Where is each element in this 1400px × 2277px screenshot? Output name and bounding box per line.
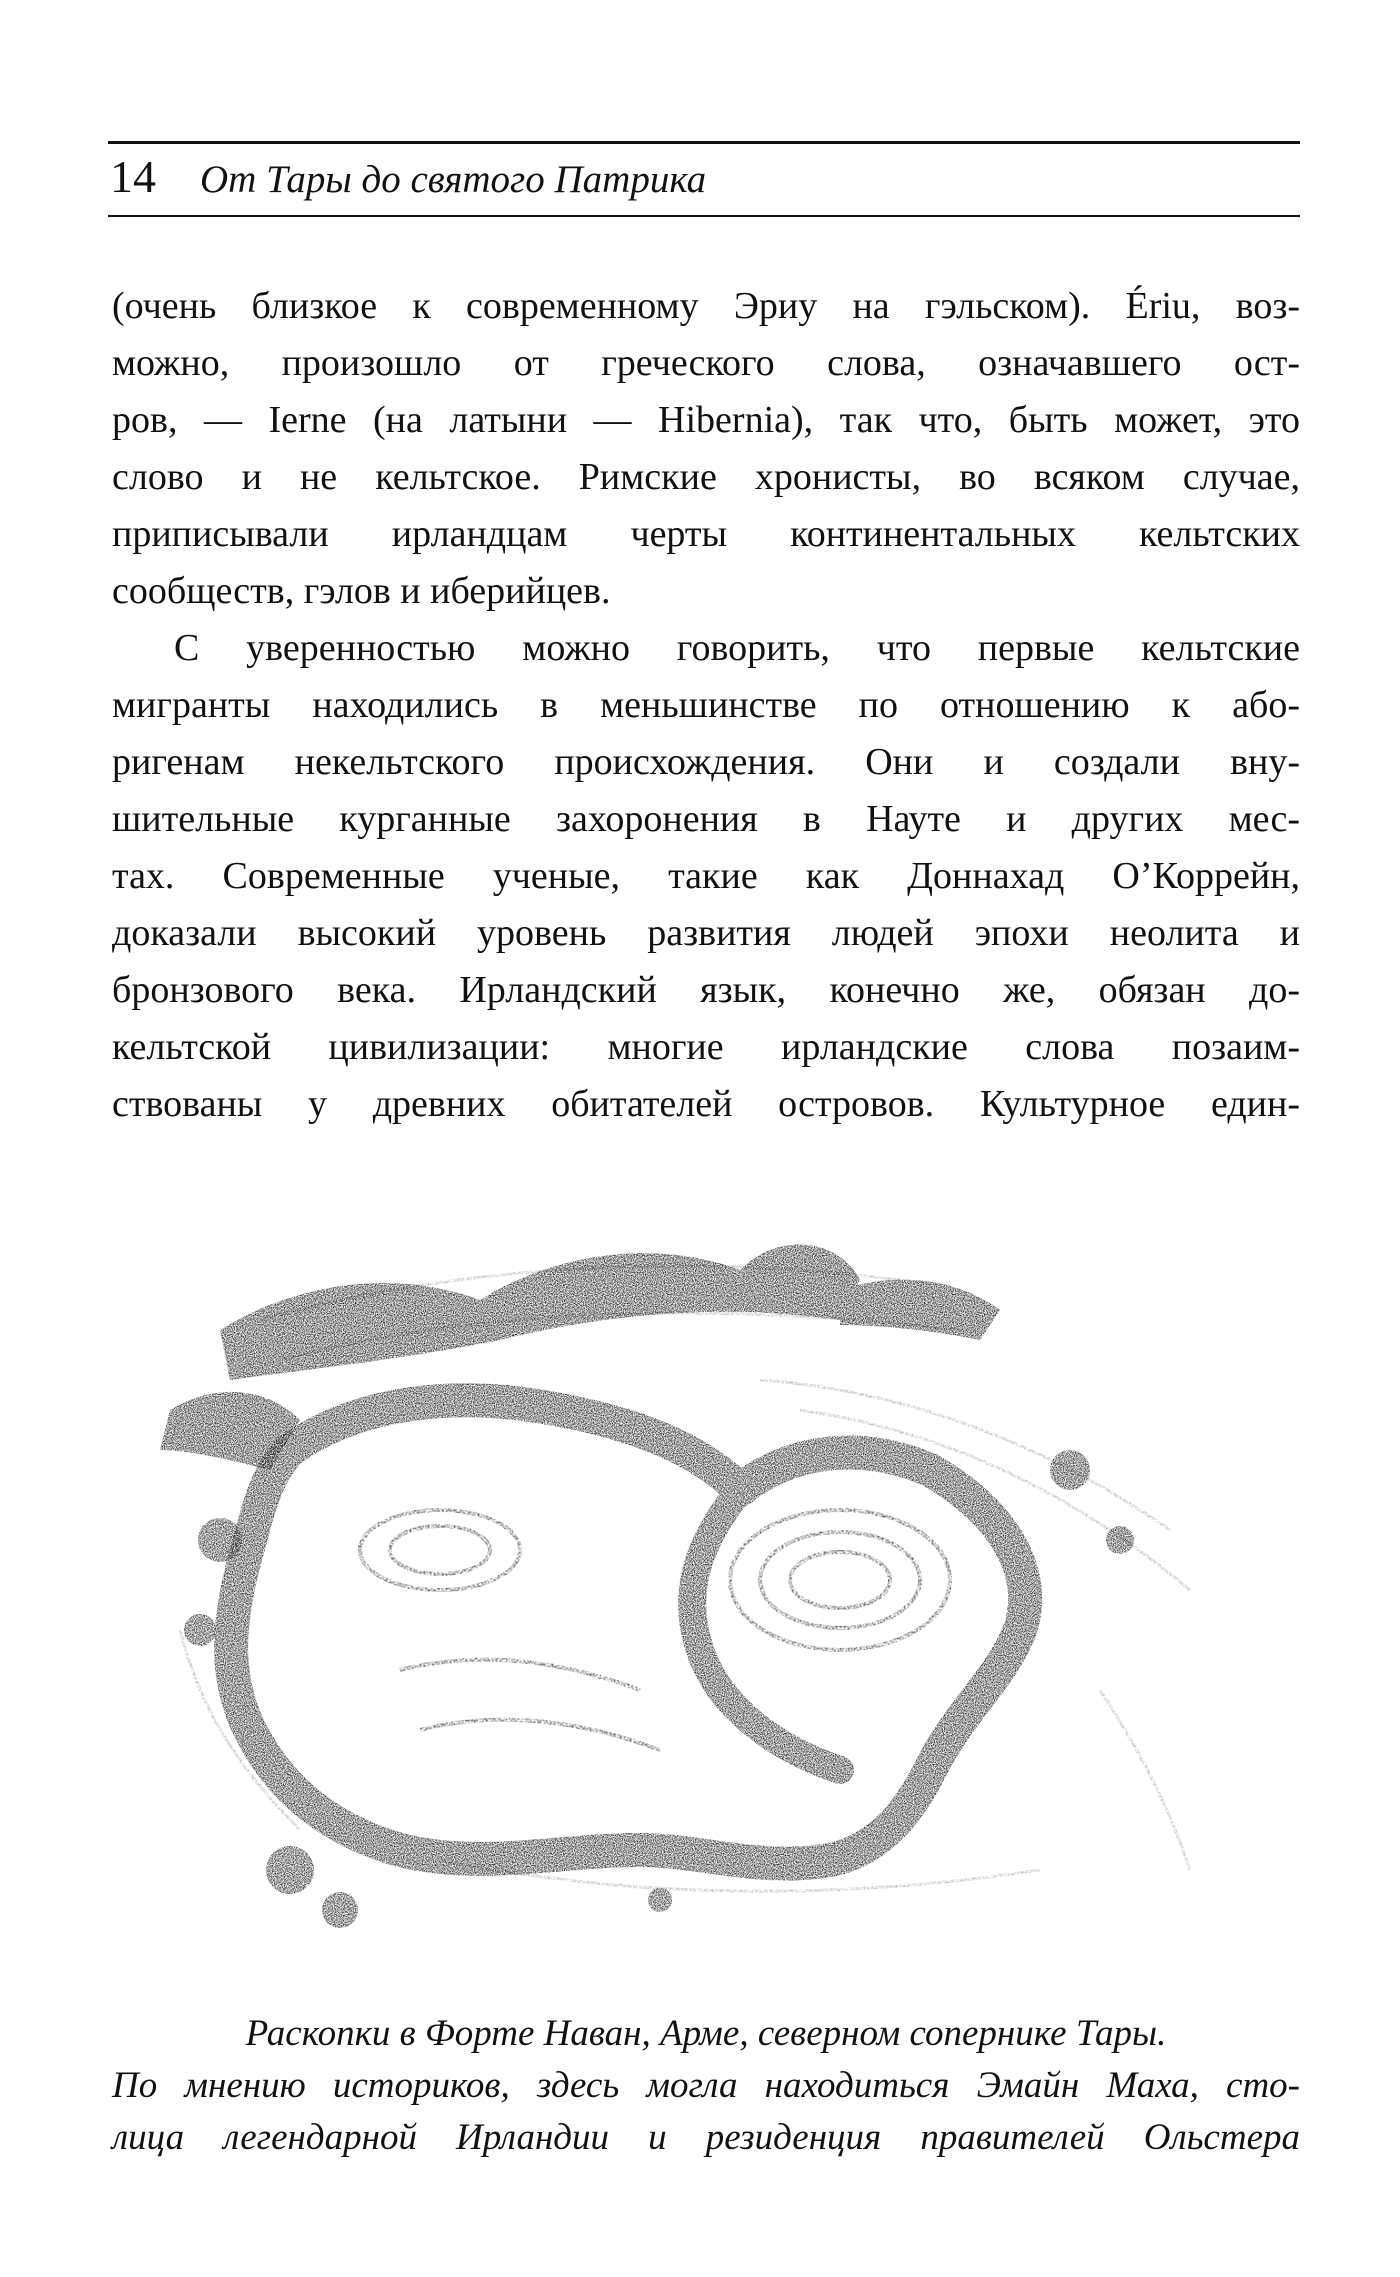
excavation-mounds (360, 1510, 950, 1750)
body-line: кельтской цивилизации: многие ирландские слова позаим- (112, 1026, 1300, 1068)
body-line: доказали высокий уровень развития людей эпохи неолита и (112, 912, 1300, 954)
caption-line: лица легендарной Ирландии и резиденция правителей Ольстера (112, 2117, 1300, 2158)
running-header (110, 150, 706, 208)
caption-line: Раскопки в Форте Наван, Арме, северном сопернике Тары. (245, 2013, 1167, 2054)
body-line: сообществ, гэлов и иберийцев. (112, 570, 611, 612)
body-line: можно, произошло от греческого слова, означавшего ост- (112, 342, 1300, 384)
body-line: (очень близкое к современному Эриу на гэльском). Ériu, воз- (112, 285, 1300, 327)
body-line: ров, — Ierne (на латыни — Hibernia), так что, быть может, это (112, 399, 1300, 441)
header-top-rule (108, 141, 1300, 144)
enclosure-bank (231, 1400, 1025, 1863)
body-line: ригенам некельтского происхождения. Они и создали вну- (112, 741, 1300, 783)
body-line: приписывали ирландцам черты континентальных кельтских (112, 513, 1300, 555)
running-title: От Тары до святого Патрика (200, 158, 707, 201)
body-line: ствованы у древних обитателей островов. Культурное един- (112, 1083, 1300, 1125)
body-text (112, 278, 1300, 1133)
header-bottom-rule (108, 215, 1300, 217)
body-line: мигранты находились в меньшинстве по отношению к або- (112, 684, 1300, 726)
body-line: С уверенностью можно говорить, что первые кельтские (174, 627, 1300, 669)
body-line: тах. Современные ученые, такие как Доннахад О’Коррейн, (112, 855, 1300, 897)
caption-line: По мнению историков, здесь могла находиться Эмайн Маха, сто- (112, 2065, 1300, 2106)
navan-fort-illustration (140, 1210, 1260, 1940)
page-number: 14 (110, 151, 156, 202)
body-line: бронзового века. Ирландский язык, конечно же, обязан до- (112, 969, 1300, 1011)
navan-fort-drawing (140, 1210, 1260, 1940)
body-line: слово и не кельтское. Римские хронисты, во всяком случае, (112, 456, 1300, 498)
figure-caption (112, 2008, 1300, 2164)
body-line: шительные курганные захоронения в Науте и других мес- (112, 798, 1300, 840)
